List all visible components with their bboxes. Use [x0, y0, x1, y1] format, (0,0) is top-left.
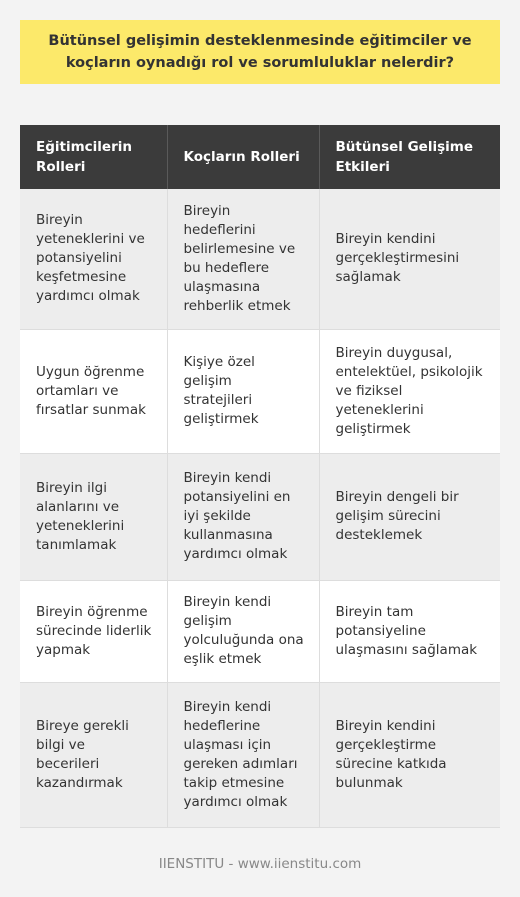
- table-cell: Bireyin kendini gerçekleştirmesini sağlamak: [319, 189, 500, 329]
- header-educator-roles: Eğitimcilerin Rolleri: [20, 125, 167, 189]
- table-cell: Bireyin tam potansiyeline ulaşmasını sağlamak: [319, 580, 500, 682]
- table-cell: Bireyin duygusal, entelektüel, psikolojik ve fiziksel yeteneklerini geliştirmek: [319, 329, 500, 453]
- table-row: [20, 580, 500, 682]
- table-cell: Kişiye özel gelişim stratejileri geliştirmek: [167, 329, 319, 453]
- table-cell: Bireyin hedeflerini belirlemesine ve bu hedeflere ulaşmasına rehberlik etmek: [167, 189, 319, 329]
- table-row: [20, 329, 500, 453]
- table-row: [20, 189, 500, 329]
- table-cell: Uygun öğrenme ortamları ve fırsatlar sunmak: [20, 329, 167, 453]
- table-row: [20, 453, 500, 580]
- table-header-row: [20, 125, 500, 189]
- roles-table: [20, 125, 500, 828]
- page-title: Bütünsel gelişimin desteklenmesinde eğitimciler ve koçların oynadığı rol ve sorumluluklar nelerdir?: [48, 33, 472, 71]
- table-cell: Bireyin öğrenme sürecinde liderlik yapmak: [20, 580, 167, 682]
- table-cell: Bireyin ilgi alanlarını ve yeteneklerini tanımlamak: [20, 453, 167, 580]
- table-row: [20, 682, 500, 827]
- title-banner: [20, 20, 500, 84]
- footer-credit: IIENSTITU - www.iienstitu.com: [158, 856, 362, 872]
- table-cell: Bireyin kendini gerçekleştirme sürecine katkıda bulunmak: [319, 682, 500, 827]
- table-cell: Bireye gerekli bilgi ve becerileri kazandırmak: [20, 682, 167, 827]
- table-cell: Bireyin yeteneklerini ve potansiyelini keşfetmesine yardımcı olmak: [20, 189, 167, 329]
- table-cell: Bireyin kendi gelişim yolculuğunda ona eşlik etmek: [167, 580, 319, 682]
- table-cell: Bireyin dengeli bir gelişim sürecini desteklemek: [319, 453, 500, 580]
- table-cell: Bireyin kendi hedeflerine ulaşması için gereken adımları takip etmesine yardımcı olmak: [167, 682, 319, 827]
- table-cell: Bireyin kendi potansiyelini en iyi şekilde kullanmasına yardımcı olmak: [167, 453, 319, 580]
- header-coach-roles: Koçların Rolleri: [167, 125, 319, 189]
- header-holistic-effects: Bütünsel Gelişime Etkileri: [319, 125, 500, 189]
